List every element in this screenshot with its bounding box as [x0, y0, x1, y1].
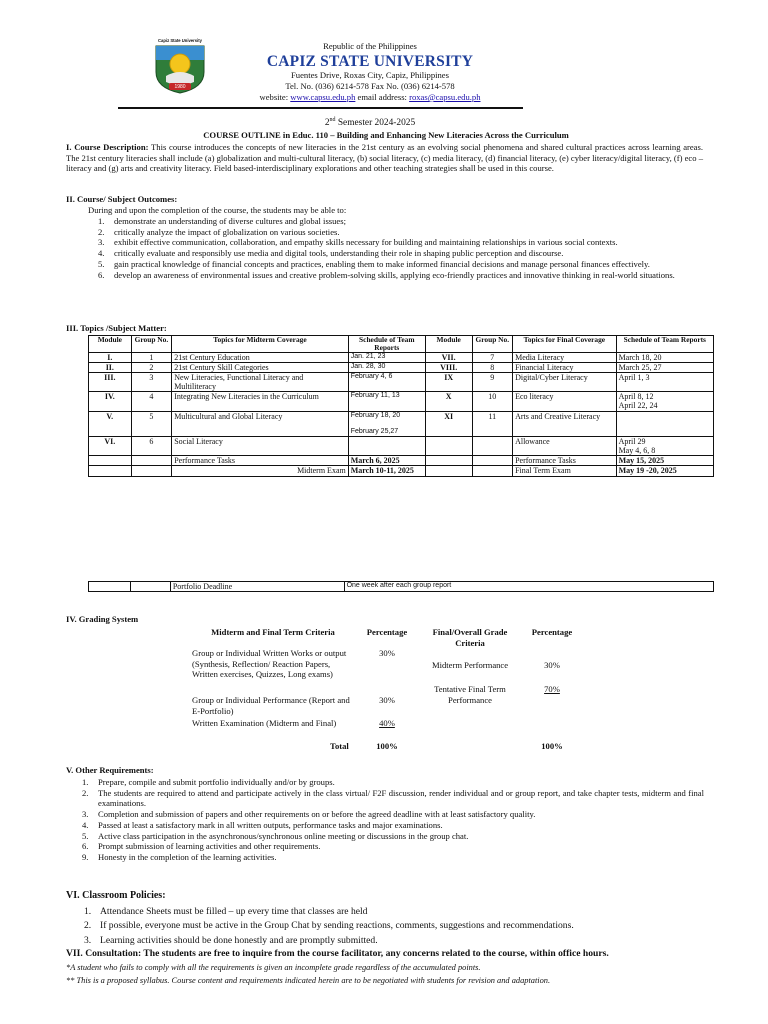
performance-final-date: May 15, 2025 [616, 456, 713, 466]
grading-heading: IV. Grading System [66, 614, 139, 624]
note-proposed: ** This is a proposed syllabus. Course content and requirements indicated herein are to be negotiated with students for revision and adaptation. [66, 976, 551, 985]
schedule-cell [348, 436, 425, 455]
course-description-text: This course introduces the concepts of new literacies in the 21st century as an evolving social phenomena and shared cultural practices across learning areas. The 21st century literacies shall include (a) globalization and multi-cultural literacy, (b) social literacy, (c) media literacy, (d) financial literacy, (e) cyber literacy/digital literacy, (f) eco – literacy and (g) arts and creativity literacy. Field based-interdisciplinary explorations and other teaching strategies shall be used in this course. [66, 142, 703, 174]
list-item [82, 820, 704, 831]
list-item [82, 841, 704, 852]
final-percentage-header: Percentage [531, 627, 573, 637]
schedule-cell: February 18, 20 February 25,27 [348, 411, 425, 436]
list-item [82, 788, 704, 809]
list-item-text: The students are required to attend and participate actively in the class virtual/ F2F discussion, render individual and or group report, and take chapter tests, midterm and final examinations. [98, 787, 704, 809]
requirements-list [82, 777, 704, 863]
list-item [98, 237, 688, 248]
topics-heading-text: . Topics /Subject Matter: [76, 323, 167, 333]
list-item-text: If possible, everyone must be active in the Group Chat by sending reactions, comments, suggestions and recommendations. [100, 920, 574, 932]
group-cell: 7 [472, 352, 513, 362]
portfolio-label: Portfolio Deadline [170, 582, 344, 592]
topic-cell: Digital/Cyber Literacy [513, 372, 616, 391]
grading-criteria-header: Midterm and Final Term Criteria [211, 627, 335, 637]
list-item-number: 6. [82, 841, 89, 852]
address-line: Fuentes Drive, Roxas City, Capiz, Philippines [291, 70, 449, 80]
list-item-number: 2. [98, 226, 105, 237]
schedule-cell: Jan. 21, 23 [348, 352, 425, 362]
topics-table [88, 335, 714, 477]
total-percentage: 100% [376, 741, 398, 751]
col-schedule-midterm: Schedule of Team Reports [348, 336, 425, 353]
schedule-cell [616, 411, 713, 436]
table-header-row [89, 336, 714, 353]
module-cell: VI. [89, 436, 132, 455]
list-item [98, 216, 688, 227]
list-item-text: Prepare, compile and submit portfolio individually and/or by groups. [98, 777, 335, 787]
topics-heading-number: III [66, 323, 77, 333]
performance-row [89, 456, 714, 466]
performance-final-label: Performance Tasks [513, 456, 616, 466]
exam-row [89, 466, 714, 476]
schedule-cell: February 4, 6 [348, 372, 425, 391]
module-cell: VII. [425, 352, 472, 362]
group-cell: 9 [472, 372, 513, 391]
pct-written-works: 30% [379, 648, 395, 658]
topics-heading [66, 323, 167, 334]
topic-cell: Financial Literacy [513, 362, 616, 372]
list-item-number: 5. [98, 258, 105, 269]
module-cell: III. [89, 372, 132, 391]
portfolio-row [89, 582, 714, 592]
list-item-text: Prompt submission of learning activities and other requirements. [98, 841, 321, 852]
list-item-number: 9. [82, 852, 89, 863]
col-schedule-final: Schedule of Team Reports [616, 336, 713, 353]
list-item-text: develop an awareness of environmental issues and creative problem-solving skills, applying eco-friendly practices and innovative thinking in real-world situations. [114, 269, 675, 280]
module-cell: I. [89, 352, 132, 362]
list-item [82, 831, 704, 842]
requirements-heading: V. Other Requirements: [66, 765, 154, 775]
module-cell: IV. [89, 392, 132, 411]
list-item-text: Completion and submission of papers and other requirements on or before the agreed deadline with at least satisfactory quality. [98, 809, 536, 820]
list-item-text: demonstrate an understanding of diverse cultures and global issues; [114, 216, 346, 226]
group-cell: 4 [131, 392, 172, 411]
performance-mid-date: March 6, 2025 [348, 456, 425, 466]
final-criteria-midterm: Midterm Performance [431, 660, 509, 670]
module-cell: V. [89, 411, 132, 436]
group-cell: 8 [472, 362, 513, 372]
website-label: website: [259, 92, 289, 102]
outcomes-heading: II. Course/ Subject Outcomes: [66, 194, 178, 204]
list-item-text: Passed at least a satisfactory mark in all written outputs, performance tasks and major examinations. [98, 819, 443, 830]
list-item-number: 1. [82, 777, 89, 787]
schedule-cell: Jan. 28, 30 [348, 362, 425, 372]
col-module: Module [89, 336, 132, 353]
list-item [84, 919, 704, 933]
list-item [84, 934, 704, 948]
col-module-final: Module [425, 336, 472, 353]
topic-cell: Arts and Creative Literacy [513, 411, 616, 436]
list-item-number: 1. [84, 906, 92, 917]
list-item-number: 5. [82, 830, 89, 841]
module-cell: XI [425, 411, 472, 436]
email-label: email address: [357, 92, 407, 102]
topic-cell: Media Literacy [513, 352, 616, 362]
course-description [66, 142, 703, 174]
module-cell [425, 436, 472, 455]
list-item-number: 3. [84, 934, 92, 946]
list-item-text: critically evaluate and responsibly use media and digital tools, understanding their role in shaping public perception and discourse. [114, 248, 564, 259]
list-item-number: 4. [82, 819, 89, 830]
group-cell [472, 436, 513, 455]
col-topics-final: Topics for Final Coverage [513, 336, 616, 353]
final-criteria-final: Tentative Final Term Performance [434, 684, 506, 705]
topic-cell: 21st Century Education [172, 352, 349, 362]
list-item-number: 3. [82, 809, 89, 820]
topic-cell: 21st Century Skill Categories [172, 362, 349, 372]
list-item-number: 1. [98, 216, 105, 226]
list-item-text: Honesty in the completion of the learning activities. [98, 852, 277, 863]
list-item [82, 809, 704, 820]
topic-cell: Multicultural and Global Literacy [172, 411, 349, 436]
semester-number: 2 [324, 118, 330, 129]
university-name: CAPIZ STATE UNIVERSITY [266, 53, 474, 70]
list-item [82, 777, 704, 788]
course-title: COURSE OUTLINE in Educ. 110 – Building and Enhancing New Literacies Across the Curriculum [203, 130, 569, 140]
list-item [98, 259, 688, 270]
schedule-cell: February 11, 13 [348, 392, 425, 411]
semester [200, 117, 540, 130]
midterm-exam-label: Midterm Exam [172, 466, 349, 476]
table-row [89, 411, 714, 436]
final-pct-midterm: 30% [544, 660, 560, 670]
table-row [89, 372, 714, 391]
list-item-number: 2. [84, 920, 92, 932]
website-link[interactable]: www.capsu.edu.ph [290, 92, 356, 102]
final-criteria-header: Final/Overall Grade Criteria [432, 627, 508, 648]
semester-suffix: nd [329, 117, 336, 123]
schedule-cell: April 8, 12 April 22, 24 [616, 392, 713, 411]
schedule-cell: April 1, 3 [616, 372, 713, 391]
logo-text: Capiz State University [158, 38, 202, 43]
contact-line [200, 92, 540, 103]
final-exam-date: May 19 -20, 2025 [616, 466, 713, 476]
list-item-text: Learning activities should be done honestly and are promptly submitted. [100, 934, 378, 946]
group-cell: 2 [131, 362, 172, 372]
policies-heading: VI. Classroom Policies: [66, 890, 166, 901]
logo-year: 1980 [174, 84, 186, 90]
list-item-number: 2. [82, 787, 89, 798]
list-item-number: 4. [98, 248, 105, 259]
email-link[interactable]: roxas@capsu.edu.ph [409, 92, 481, 102]
topic-cell: Integrating New Literacies in the Curriculum [172, 392, 349, 411]
republic-line: Republic of the Philippines [323, 41, 417, 51]
table-row [89, 436, 714, 455]
group-cell: 5 [131, 411, 172, 436]
module-cell: IX [425, 372, 472, 391]
list-item-text: critically analyze the impact of globalization on various societies. [114, 226, 340, 237]
portfolio-value: One week after each group report [344, 582, 713, 592]
midterm-exam-date: March 10-11, 2025 [348, 466, 425, 476]
list-item-number: 3. [98, 237, 105, 248]
pct-performance: 30% [379, 695, 395, 705]
col-topics-midterm: Topics for Midterm Coverage [172, 336, 349, 353]
schedule-cell: April 29 May 4, 6, 8 [616, 436, 713, 455]
group-cell: 1 [131, 352, 172, 362]
outcomes-list [98, 216, 688, 280]
list-item [98, 248, 688, 259]
topic-cell: Social Literacy [172, 436, 349, 455]
outcomes-intro: During and upon the completion of the course, the students may be able to: [88, 205, 347, 215]
module-cell: VIII. [425, 362, 472, 372]
grading-percentage-header: Percentage [366, 627, 408, 637]
module-cell: X [425, 392, 472, 411]
performance-label: Performance Tasks [172, 456, 349, 466]
criteria-written-exam: Written Examination (Midterm and Final) [192, 718, 337, 728]
list-item [82, 852, 704, 863]
course-description-heading: I. Course Description: [66, 142, 149, 152]
module-cell: II. [89, 362, 132, 372]
criteria-performance: Group or Individual Performance (Report and E-Portfolio) [192, 695, 350, 716]
list-item [98, 227, 688, 238]
semester-text: Semester 2024-2025 [335, 118, 416, 129]
topic-cell: Eco literacy [513, 392, 616, 411]
group-cell: 11 [472, 411, 513, 436]
list-item-text: exhibit effective communication, collaboration, and empathy skills necessary for building and maintaining relationships in various social contexts. [114, 237, 618, 248]
final-exam-label: Final Term Exam [513, 466, 616, 476]
note-incomplete: *A student who fails to comply with all the requirements is given an incomplete grade regardless of the accumulated points. [66, 963, 481, 972]
final-pct-final: 70% [544, 684, 560, 694]
list-item-text: gain practical knowledge of financial concepts and practices, enabling them to make informed financial decisions and manage personal finances effectively. [114, 258, 650, 269]
list-item [84, 905, 704, 919]
criteria-written-works: Group or Individual Written Works or output (Synthesis, Reflection/ Reaction Papers, Written exercises, Quizzes, Long exams) [192, 648, 347, 680]
table-row [89, 352, 714, 362]
pct-written-exam: 40% [379, 718, 395, 728]
schedule-cell: March 18, 20 [616, 352, 713, 362]
schedule-cell: March 25, 27 [616, 362, 713, 372]
col-group-final: Group No. [472, 336, 513, 353]
policies-list [84, 905, 704, 948]
list-item-text: Active class participation in the asynchronous/synchronous online meeting or discussions in the group chat. [98, 830, 469, 841]
consultation: VII. Consultation: The students are free to inquire from the course facilitator, any concerns related to the course, within office hours. [66, 948, 609, 959]
header-divider [118, 107, 523, 109]
total-label: Total [330, 741, 349, 751]
list-item-number: 6. [98, 269, 105, 280]
final-total-percentage: 100% [541, 741, 563, 751]
tel-line: Tel. No. (036) 6214-578 Fax No. (036) 6214-578 [285, 81, 455, 91]
group-cell: 3 [131, 372, 172, 391]
group-cell: 6 [131, 436, 172, 455]
table-row [89, 392, 714, 411]
list-item [98, 270, 688, 281]
list-item-text: Attendance Sheets must be filled – up every time that classes are held [100, 906, 368, 917]
portfolio-table [88, 581, 714, 592]
topic-cell: New Literacies, Functional Literacy and Multiliteracy [172, 372, 349, 391]
group-cell: 10 [472, 392, 513, 411]
topic-cell: Allowance [513, 436, 616, 455]
table-row [89, 362, 714, 372]
col-group: Group No. [131, 336, 172, 353]
